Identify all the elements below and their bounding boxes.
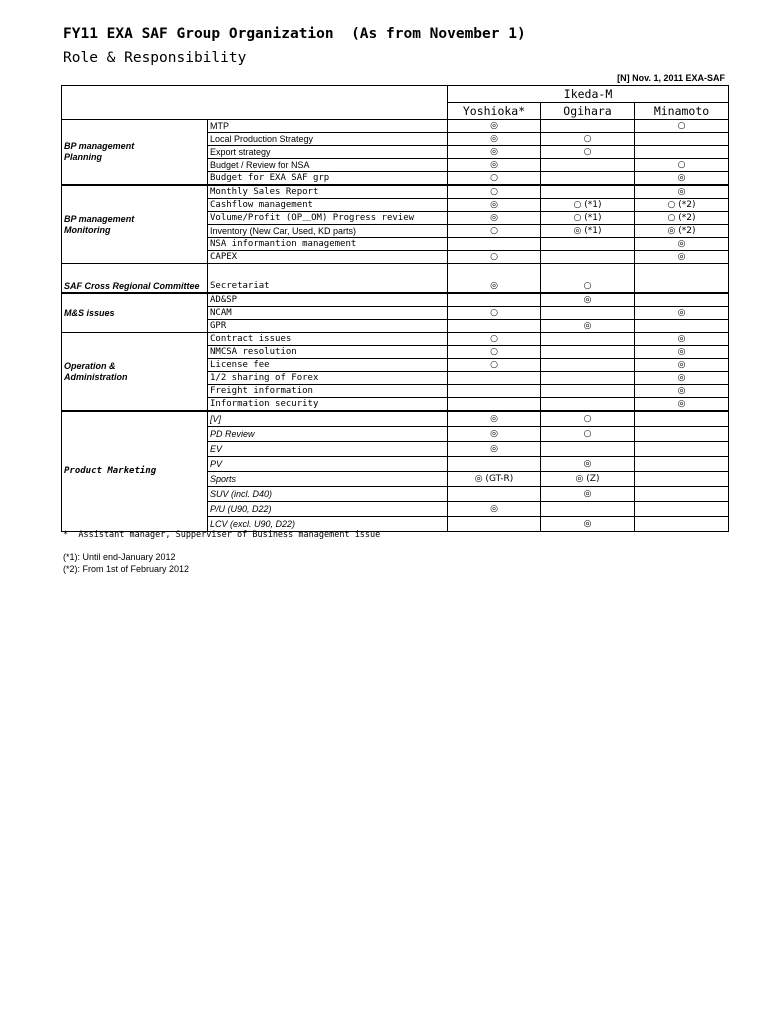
mark-yoshioka: ◎ <box>448 502 541 517</box>
mark-yoshioka: ○ <box>448 346 541 359</box>
task-label: PV <box>208 457 448 472</box>
mark-minamoto: ○ <box>635 120 729 133</box>
mark-minamoto: ◎ <box>635 346 729 359</box>
header-row-group <box>62 86 729 103</box>
mark-minamoto <box>635 146 729 159</box>
category-operations <box>62 333 208 412</box>
mark-minamoto <box>635 133 729 146</box>
mark-yoshioka: ○ <box>448 172 541 186</box>
task-label: NSA informantion management <box>208 238 448 251</box>
table-row <box>62 185 729 199</box>
mark-yoshioka: ◎ <box>448 120 541 133</box>
mark-minamoto: ◎ <box>635 172 729 186</box>
mark-minamoto: ◎ <box>635 251 729 264</box>
mark-minamoto: ◎ <box>635 238 729 251</box>
task-label: Secretariat <box>208 264 448 294</box>
mark-yoshioka: ○ <box>448 185 541 199</box>
mark-yoshioka <box>448 517 541 532</box>
category-label: Monitoring <box>64 224 111 235</box>
task-label: GPR <box>208 320 448 333</box>
mark-minamoto <box>635 320 729 333</box>
column-yoshioka: Yoshioka* <box>448 103 541 120</box>
task-label: Sports <box>208 472 448 487</box>
category-label: BP management <box>64 141 135 151</box>
responsibility-table <box>61 85 729 532</box>
mark-yoshioka: ◎ <box>448 199 541 212</box>
mark-ogihara <box>541 333 635 346</box>
task-label: NMCSA resolution <box>208 346 448 359</box>
mark-minamoto: ○ <box>635 159 729 172</box>
group-head-cell: Ikeda-M <box>448 86 729 103</box>
mark-ogihara: ◎ (Z) <box>541 472 635 487</box>
mark-ogihara <box>541 385 635 398</box>
mark-yoshioka <box>448 320 541 333</box>
category-label: Operation & <box>64 360 116 371</box>
category-planning <box>62 120 208 186</box>
table-row <box>62 333 729 346</box>
category-label: Planning <box>64 152 102 162</box>
mark-minamoto: ◎ <box>635 398 729 412</box>
mark-ogihara: ○ <box>541 411 635 427</box>
mark-minamoto: ◎ <box>635 185 729 199</box>
mark-yoshioka <box>448 457 541 472</box>
mark-minamoto: ◎ <box>635 333 729 346</box>
mark-ogihara <box>541 346 635 359</box>
mark-ogihara <box>541 442 635 457</box>
mark-minamoto: ◎ (*2) <box>635 225 729 238</box>
task-label: Budget / Review for NSA <box>208 159 448 172</box>
mark-minamoto: ○ (*2) <box>635 212 729 225</box>
mark-yoshioka: ○ <box>448 307 541 320</box>
mark-ogihara: ○ <box>541 264 635 294</box>
mark-minamoto <box>635 264 729 294</box>
mark-ogihara <box>541 251 635 264</box>
task-label: CAPEX <box>208 251 448 264</box>
mark-minamoto: ◎ <box>635 372 729 385</box>
task-label: Export strategy <box>208 146 448 159</box>
mark-ogihara <box>541 372 635 385</box>
mark-yoshioka: ◎ <box>448 427 541 442</box>
task-label: Inventory (New Car, Used, KD parts) <box>208 225 448 238</box>
mark-yoshioka: ○ <box>448 251 541 264</box>
mark-minamoto <box>635 293 729 307</box>
task-label: MTP <box>208 120 448 133</box>
mark-ogihara: ○ <box>541 133 635 146</box>
mark-ogihara: ◎ <box>541 517 635 532</box>
task-label: LCV (excl. U90, D22) <box>208 517 448 532</box>
table-row <box>62 411 729 427</box>
category-monitoring <box>62 185 208 264</box>
task-label: Volume/Profit (OP＿OM) Progress review <box>208 212 448 225</box>
task-label: Local Production Strategy <box>208 133 448 146</box>
mark-ogihara: ◎ (*1) <box>541 225 635 238</box>
revision-stamp: [N] Nov. 1, 2011 EXA-SAF <box>617 73 725 83</box>
mark-yoshioka: ◎ (GT-R) <box>448 472 541 487</box>
column-minamoto: Minamoto <box>635 103 729 120</box>
mark-ogihara: ◎ <box>541 293 635 307</box>
mark-yoshioka: ○ <box>448 225 541 238</box>
mark-yoshioka: ◎ <box>448 133 541 146</box>
table-row <box>62 120 729 133</box>
mark-ogihara: ◎ <box>541 487 635 502</box>
table-row <box>62 293 729 307</box>
mark-ogihara <box>541 172 635 186</box>
footnote-asterisk: * Assistant manager, Supperviser of Business management issue <box>63 530 381 540</box>
mark-ogihara <box>541 238 635 251</box>
mark-yoshioka <box>448 385 541 398</box>
mark-yoshioka: ○ <box>448 359 541 372</box>
mark-yoshioka <box>448 293 541 307</box>
task-label: AD&SP <box>208 293 448 307</box>
task-label: EV <box>208 442 448 457</box>
task-label: Budget for EXA SAF grp <box>208 172 448 186</box>
mark-ogihara <box>541 159 635 172</box>
mark-ogihara: ◎ <box>541 457 635 472</box>
mark-yoshioka: ◎ <box>448 159 541 172</box>
task-label: Freight information <box>208 385 448 398</box>
mark-ogihara: ○ (*1) <box>541 199 635 212</box>
document-title: FY11 EXA SAF Group Organization (As from November 1) <box>63 26 526 42</box>
mark-ogihara <box>541 120 635 133</box>
mark-minamoto <box>635 427 729 442</box>
task-label: 1/2 sharing of Forex <box>208 372 448 385</box>
mark-minamoto: ◎ <box>635 307 729 320</box>
task-label: NCAM <box>208 307 448 320</box>
mark-ogihara <box>541 185 635 199</box>
mark-ogihara <box>541 359 635 372</box>
mark-minamoto <box>635 502 729 517</box>
mark-yoshioka: ◎ <box>448 264 541 294</box>
task-label: Monthly Sales Report <box>208 185 448 199</box>
category-ms: M&S issues <box>62 293 208 333</box>
mark-yoshioka <box>448 398 541 412</box>
mark-minamoto <box>635 457 729 472</box>
mark-minamoto <box>635 472 729 487</box>
mark-ogihara <box>541 307 635 320</box>
header-blank-cell <box>62 86 448 120</box>
mark-yoshioka: ○ <box>448 333 541 346</box>
mark-ogihara <box>541 502 635 517</box>
column-ogihara: Ogihara <box>541 103 635 120</box>
mark-yoshioka <box>448 238 541 251</box>
mark-minamoto <box>635 411 729 427</box>
category-product-marketing: Product Marketing <box>62 411 208 532</box>
mark-ogihara: ○ <box>541 427 635 442</box>
task-label: PD Review <box>208 427 448 442</box>
task-label: Contract issues <box>208 333 448 346</box>
category-label: Administration <box>64 371 128 382</box>
mark-ogihara: ◎ <box>541 320 635 333</box>
mark-minamoto: ◎ <box>635 385 729 398</box>
mark-yoshioka <box>448 372 541 385</box>
mark-minamoto <box>635 517 729 532</box>
footnote-1: (*1): Until end-January 2012 <box>63 552 176 562</box>
table-row <box>62 264 729 294</box>
mark-yoshioka: ◎ <box>448 442 541 457</box>
mark-ogihara: ○ <box>541 146 635 159</box>
mark-ogihara: ○ (*1) <box>541 212 635 225</box>
mark-minamoto: ◎ <box>635 359 729 372</box>
mark-ogihara <box>541 398 635 412</box>
task-label: SUV (incl. D40) <box>208 487 448 502</box>
task-label: Cashflow management <box>208 199 448 212</box>
task-label: Information security <box>208 398 448 412</box>
footnote-2: (*2): From 1st of February 2012 <box>63 564 190 574</box>
mark-minamoto <box>635 487 729 502</box>
mark-minamoto: ○ (*2) <box>635 199 729 212</box>
task-label: P/U (U90, D22) <box>208 502 448 517</box>
mark-yoshioka: ◎ <box>448 411 541 427</box>
task-label: License fee <box>208 359 448 372</box>
mark-yoshioka: ◎ <box>448 146 541 159</box>
mark-yoshioka <box>448 487 541 502</box>
category-label: BP management <box>64 213 135 224</box>
document-subtitle: Role & Responsibility <box>63 50 247 66</box>
mark-yoshioka: ◎ <box>448 212 541 225</box>
mark-minamoto <box>635 442 729 457</box>
category-saf: SAF Cross Regional Committee <box>62 264 208 294</box>
task-label: [V] <box>208 411 448 427</box>
